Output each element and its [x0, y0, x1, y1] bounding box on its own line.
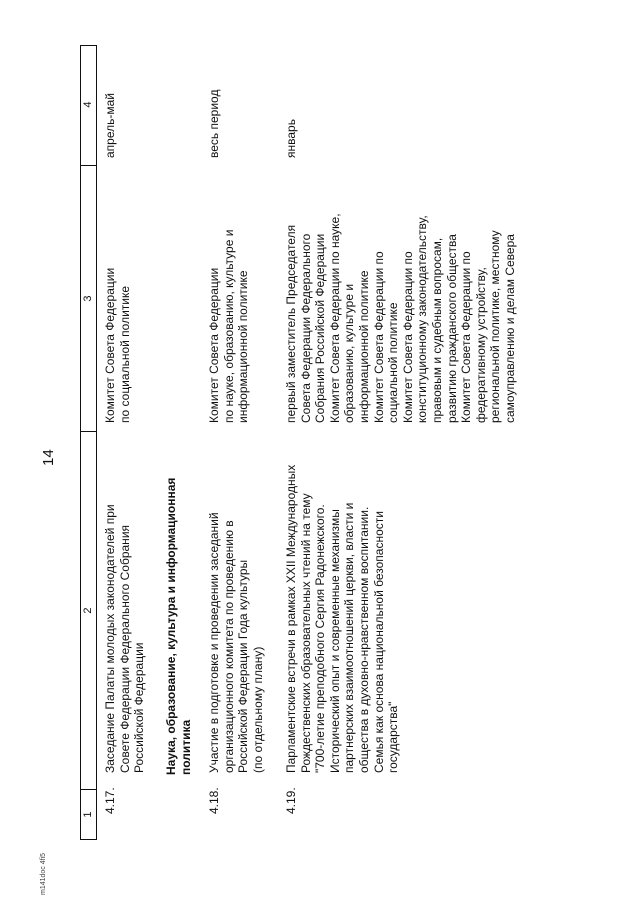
column-header-3: 3: [81, 165, 96, 431]
section-heading: Наука, образование, культура и информационная политика: [164, 477, 193, 775]
row-number: 4.17.: [103, 787, 117, 814]
event-term: январь: [284, 119, 298, 158]
column-header-2: 2: [81, 431, 96, 789]
row-number: 4.19.: [284, 787, 298, 814]
responsible-party: Комитет Совета Федерации по науке, образованию, культуре и информационной политике: [207, 229, 251, 423]
event-description: Парламентские встречи в рамках XXII Международных Рождественских образовательных чтений на тему "700-летие преподобного Сергия Радонежского. Исторический опыт и современные механизмы партнерских взаимоотношений церкви, власти и общества в духовно-нравственном воспитании. Семья как основа национальной безопасности государства": [284, 464, 401, 773]
event-description: Участие в подготовке и проведении заседаний организационного комитета по проведению в Российской Федерации Года культуры (по отдельному плану): [207, 512, 265, 773]
page-number: 14: [40, 449, 57, 466]
event-description: Заседание Палаты молодых законодателей при Совете Федерации Федерального Собрания Российской Федерации: [103, 504, 147, 773]
responsible-party: первый заместитель Председателя Совета Федерации Федерального Собрания Российской Федерации Комитет Совета Федерации по науке, образованию, культуре и информационной политике Комитет Совета Федерации по социальной политике Комитет Совета Федерации по конституционному законодательству, правовым и судебным вопросам, развитию гражданского общества Комитет Совета Федерации по федеративному устройству, региональной политике, местному самоуправлению и делам Севера: [284, 213, 517, 423]
row-number: 4.18.: [207, 787, 221, 814]
responsible-party: Комитет Совета Федерации по социальной политике: [103, 267, 132, 423]
table-header-row: [80, 45, 97, 840]
column-header-1: 1: [81, 789, 96, 839]
event-term: апрель-май: [103, 93, 117, 158]
event-term: весь период: [207, 89, 221, 158]
column-header-4: 4: [82, 101, 94, 108]
plan-table: [80, 45, 525, 840]
footer-code: m141doc 4fi5: [40, 852, 47, 895]
